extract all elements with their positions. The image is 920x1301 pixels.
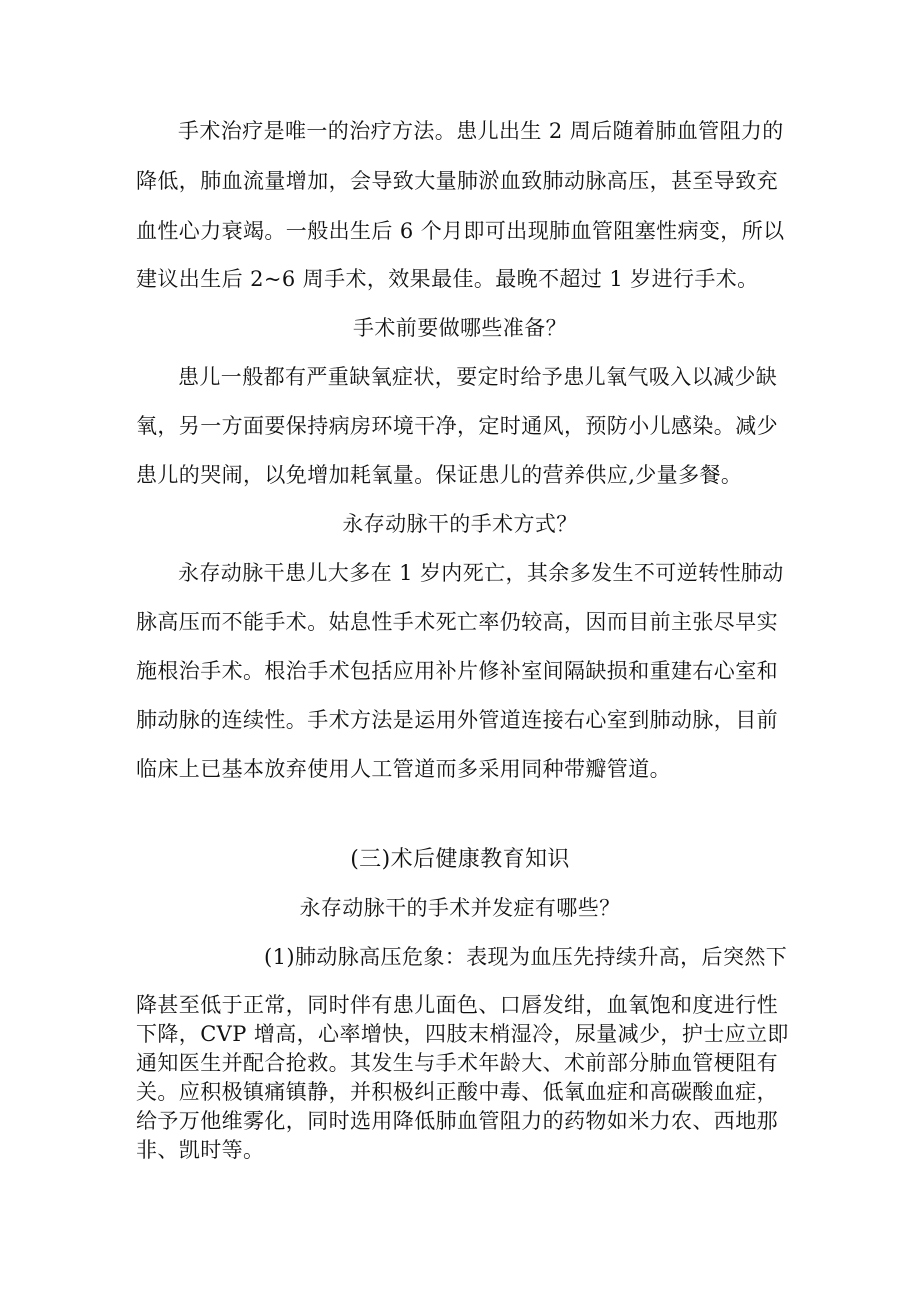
heading-surgery-method: 永存动脉干的手术方式？ — [342, 512, 578, 536]
paragraph-1-line-4: 建议出生后 2~6 周手术，效果最佳。最晚不超过 1 岁进行手术。 — [136, 267, 759, 291]
paragraph-3-line-1: 永存动脉干患儿大多在 1 岁内死亡，其余多发生不可逆转性肺动 — [178, 561, 784, 585]
paragraph-3-line-2: 脉高压而不能手术。姑息性手术死亡率仍较高，因而目前主张尽早实 — [136, 610, 778, 634]
complication-item-1-line-7: 非、凯时等。 — [136, 1138, 265, 1162]
paragraph-1-line-2: 降低，肺血流量增加，会导致大量肺淤血致肺动脉高压，甚至导致充 — [136, 169, 778, 193]
complication-item-1-line-4: 通知医生并配合抢救。其发生与手术年龄大、术前部分肺血管梗阻有 — [136, 1051, 778, 1075]
paragraph-2-line-1: 患儿一般都有严重缺氧症状，要定时给予患儿氧气吸入以减少缺 — [178, 365, 778, 389]
paragraph-2-line-3: 患儿的哭闹，以免增加耗氧量。保证患儿的营养供应,少量多餐。 — [136, 463, 743, 487]
complication-item-1-line-5: 关。应积极镇痛镇静，并积极纠正酸中毒、低氧血症和高碳酸血症， — [136, 1080, 778, 1104]
complication-item-1-line-2: 降甚至低于正常，同时伴有患儿面色、口唇发绀，血氧饱和度进行性 — [136, 993, 778, 1017]
paragraph-2-line-2: 氧，另一方面要保持病房环境干净，定时通风，预防小儿感染。减少 — [136, 414, 778, 438]
section-title: (三)术后健康教育知识 — [350, 847, 570, 872]
heading-preparation: 手术前要做哪些准备？ — [353, 316, 567, 340]
complication-item-1-first-line: (1)肺动脉高压危象：表现为血压先持续升高，后突然下 — [264, 945, 788, 969]
complication-item-1-line-3: 下降，CVP 增高，心率增快，四肢末梢湿冷，尿量减少，护士应立即 — [136, 1022, 789, 1046]
paragraph-1-line-3: 血性心力衰竭。一般出生后 6 个月即可出现肺血管阻塞性病变，所以 — [136, 219, 785, 243]
paragraph-3-line-4: 肺动脉的连续性。手术方法是运用外管道连接右心室到肺动脉，目前 — [136, 708, 778, 732]
paragraph-3-line-5: 临床上已基本放弃使用人工管道而多采用同种带瓣管道。 — [136, 757, 671, 781]
heading-complications: 永存动脉干的手术并发症有哪些？ — [299, 896, 621, 920]
complication-item-1-line-6: 给予万他维雾化，同时选用降低肺血管阻力的药物如米力农、西地那 — [136, 1109, 778, 1133]
paragraph-1-line-1: 手术治疗是唯一的治疗方法。患儿出生 2 周后随着肺血管阻力的 — [178, 119, 784, 143]
paragraph-3-line-3: 施根治手术。根治手术包括应用补片修补室间隔缺损和重建右心室和 — [136, 659, 778, 683]
